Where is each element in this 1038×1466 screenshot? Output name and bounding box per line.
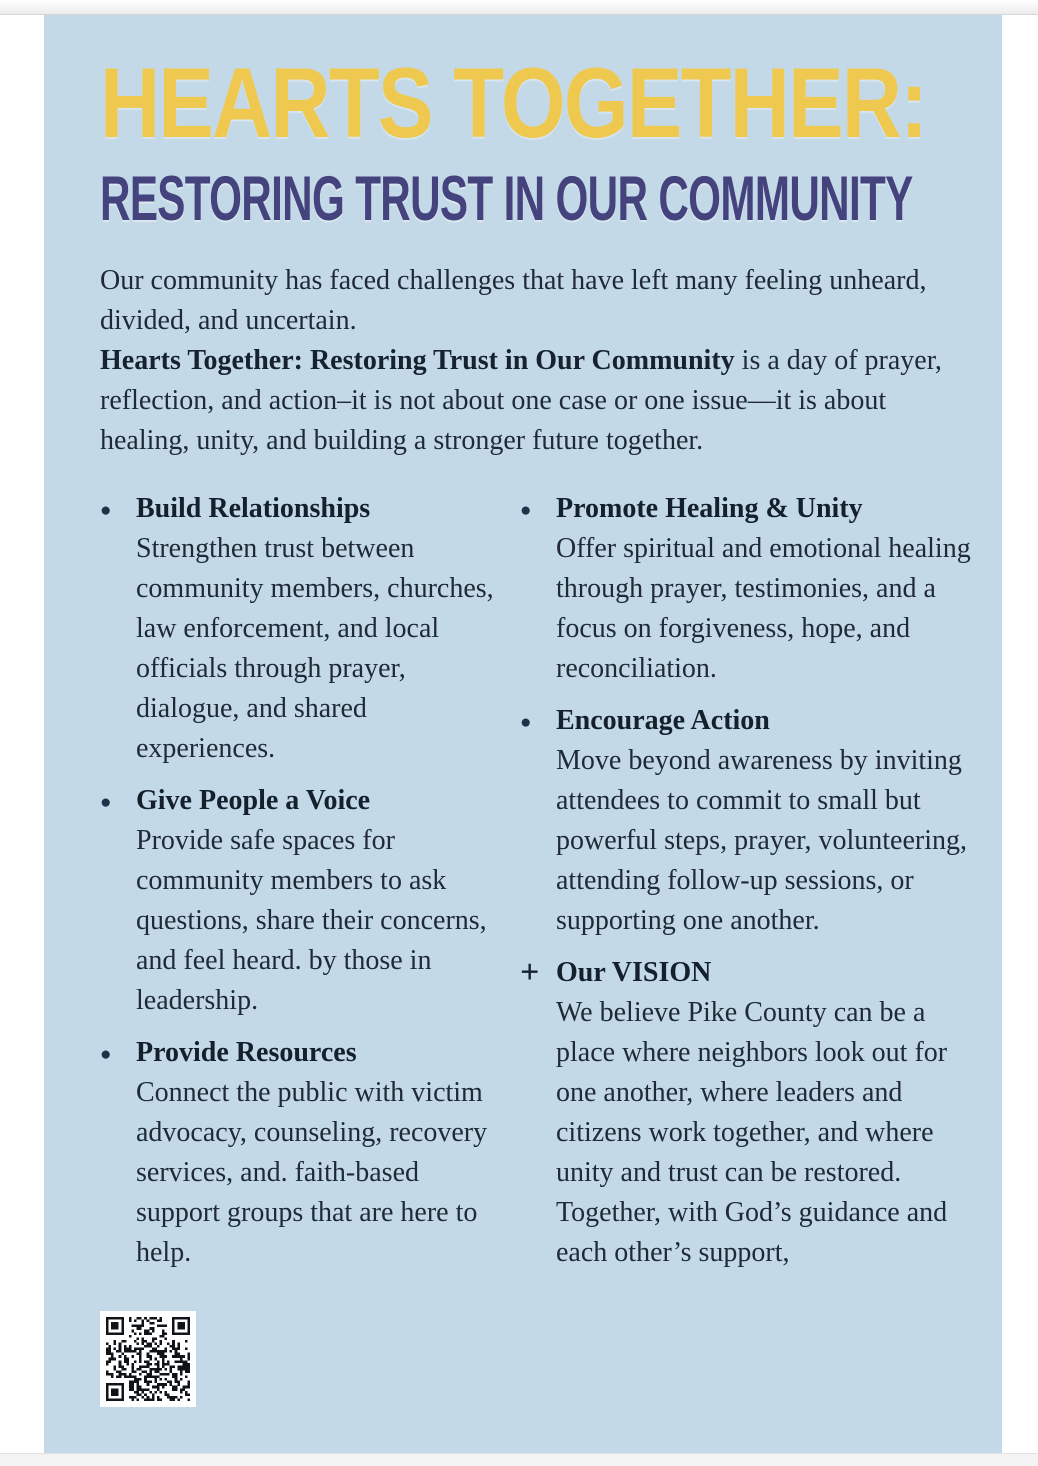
list-item-give-people-a-voice — [100, 781, 520, 1021]
list-item-build-relationships — [100, 489, 520, 769]
flyer-panel — [44, 15, 1002, 1453]
bullet-body: We believe Pike County can be a place where neighbors look out for one another, where leaders and citizens work together, and where unity and trust can be restored. Together, with God’s guidance and each other’s support, — [556, 997, 948, 1268]
list-item-content — [556, 489, 980, 689]
intro-bold-phrase: Hearts Together: Restoring Trust in Our Community — [100, 345, 735, 376]
page-title-text: HEARTS TOGETHER: — [100, 47, 927, 158]
list-item-promote-healing-unity — [520, 489, 980, 689]
bullet-title: Give People a Voice — [136, 785, 371, 816]
list-item-content — [136, 1033, 520, 1273]
bullet-icon: ● — [520, 712, 532, 733]
bullet-title: Promote Healing & Unity — [556, 493, 863, 524]
bullet-icon: ● — [100, 792, 112, 813]
intro-paragraph — [100, 261, 956, 461]
bullet-title: Provide Resources — [136, 1037, 357, 1068]
bullet-title: Encourage Action — [556, 705, 770, 736]
bottom-chrome-strip — [0, 1453, 1038, 1466]
two-column-list — [100, 489, 980, 1407]
page-subtitle — [100, 164, 980, 234]
list-item-content — [136, 781, 520, 1021]
bullet-title: Build Relationships — [136, 493, 371, 524]
intro-first-sentence: Our community has faced challenges that have left many feeling unheard, divided, and uncertain. — [100, 265, 927, 336]
left-column — [100, 489, 520, 1407]
plus-icon: + — [520, 954, 540, 991]
list-item-content — [556, 701, 980, 941]
page-subtitle-text: RESTORING TRUST IN OUR COMMUNITY — [100, 164, 913, 234]
intro-rest: is a day of prayer, reflection, and action–it is not about one case or one issue—it is about healing, unity, and building a stronger future together. — [100, 345, 942, 456]
qr-code-icon — [100, 1311, 196, 1407]
bullet-icon: ● — [520, 500, 532, 521]
bullet-icon: ● — [100, 500, 112, 521]
list-item-our-vision — [520, 953, 980, 1273]
right-column — [520, 489, 980, 1407]
list-item-content — [136, 489, 520, 769]
bullet-body: Provide safe spaces for community members to ask questions, share their concerns, and feel heard. by those in leadership. — [136, 825, 487, 1016]
bullet-body: Connect the public with victim advocacy, counseling, recovery services, and. faith-based support groups that are here to help. — [136, 1077, 488, 1268]
bullet-body: Offer spiritual and emotional healing through prayer, testimonies, and a focus on forgiveness, hope, and reconciliation. — [556, 533, 971, 684]
page-title — [100, 47, 980, 158]
bullet-title: Our VISION — [556, 957, 712, 988]
bullet-icon: ● — [100, 1044, 112, 1065]
list-item-provide-resources — [100, 1033, 520, 1273]
list-item-encourage-action — [520, 701, 980, 941]
top-chrome-strip — [0, 0, 1038, 15]
bullet-body: Move beyond awareness by inviting attendees to commit to small but powerful steps, prayer, volunteering, attending follow-up sessions, or supporting one another. — [556, 745, 967, 936]
list-item-content — [556, 953, 980, 1273]
bullet-body: Strengthen trust between community members, churches, law enforcement, and local officials through prayer, dialogue, and shared experiences. — [136, 533, 494, 764]
